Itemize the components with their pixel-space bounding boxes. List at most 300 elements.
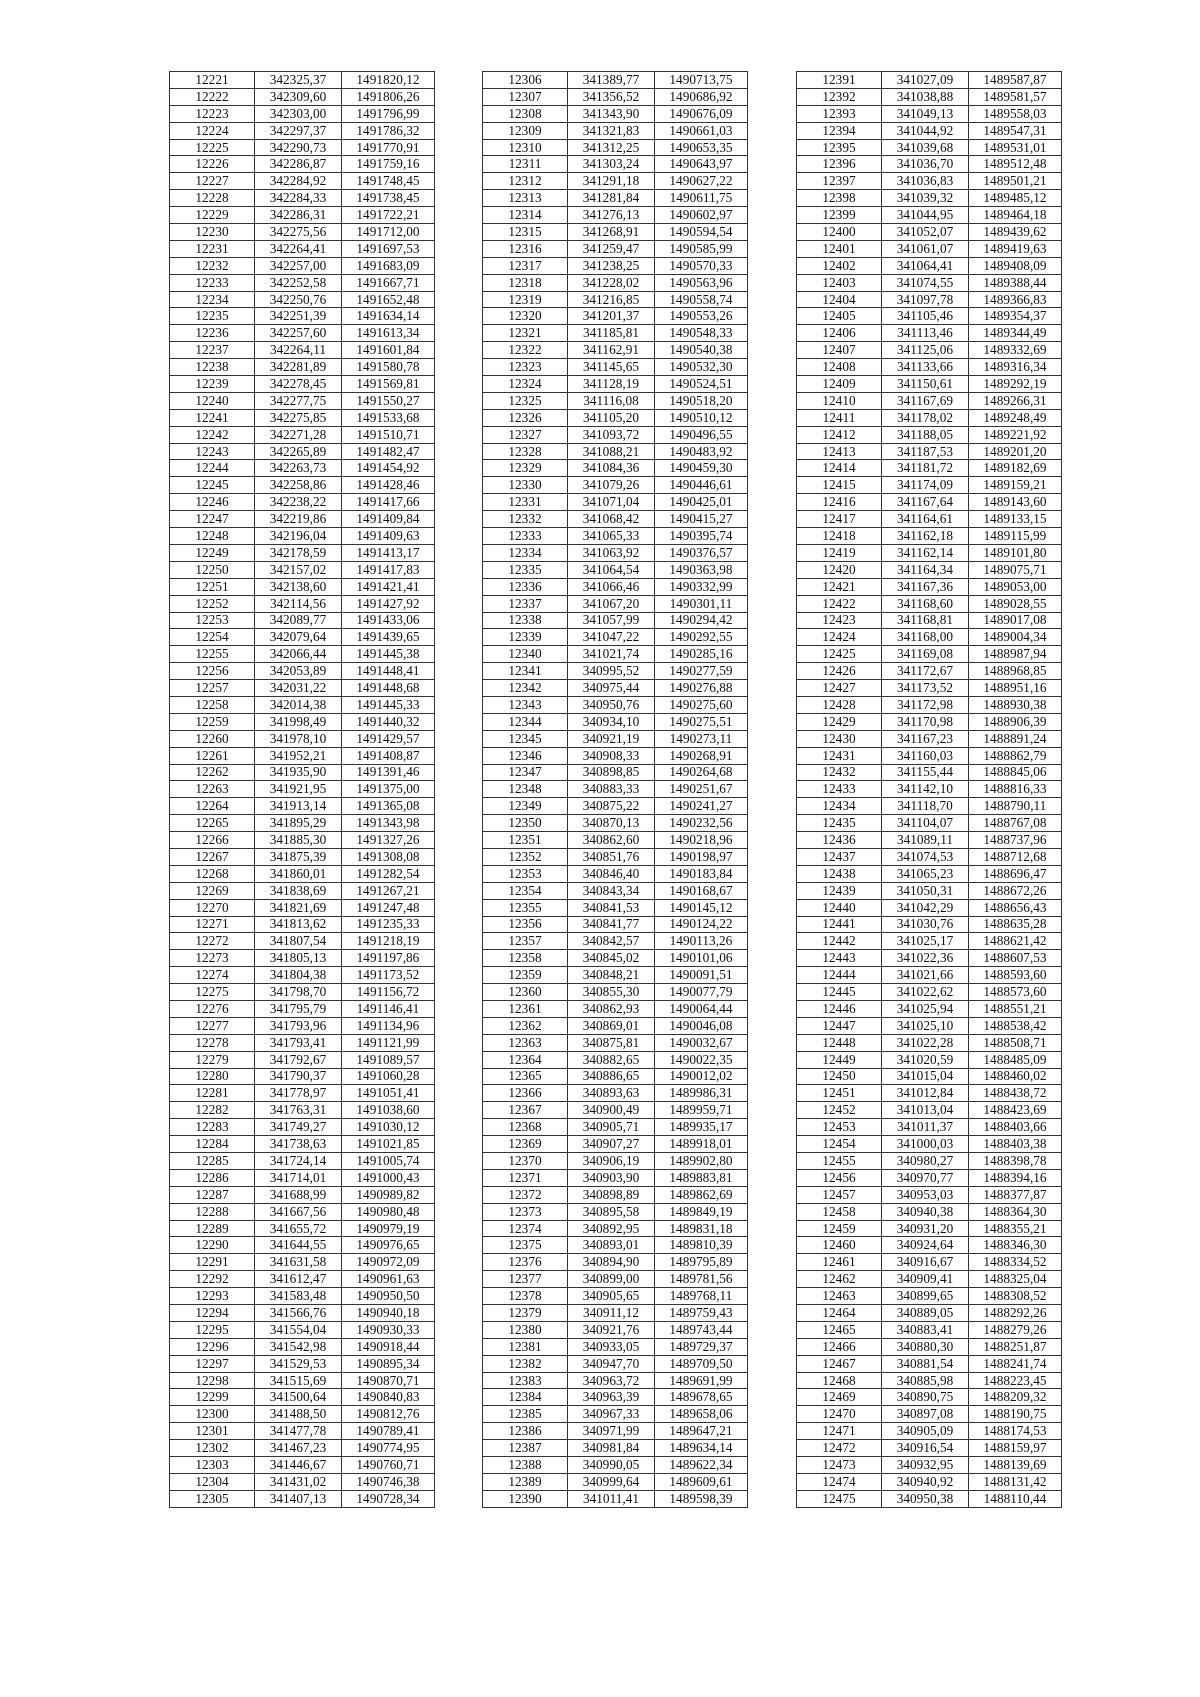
table-row [170, 1169, 435, 1186]
x-coordinate-cell: 341044,95 [882, 207, 969, 224]
point-number-cell: 12310 [483, 139, 568, 156]
table-row [170, 781, 435, 798]
y-coordinate-cell: 1491197,86 [342, 950, 435, 967]
x-coordinate-cell: 341268,91 [568, 224, 655, 241]
x-coordinate-cell: 341612,47 [255, 1271, 342, 1288]
table-row [483, 477, 748, 494]
x-coordinate-cell: 340869,01 [568, 1017, 655, 1034]
x-coordinate-cell: 341173,52 [882, 680, 969, 697]
point-number-cell: 12290 [170, 1237, 255, 1254]
table-row [170, 240, 435, 257]
y-coordinate-cell: 1489935,17 [655, 1119, 748, 1136]
point-number-cell: 12428 [797, 696, 882, 713]
point-number-cell: 12414 [797, 460, 882, 477]
point-number-cell: 12317 [483, 257, 568, 274]
table-row [483, 359, 748, 376]
table-row [170, 1406, 435, 1423]
x-coordinate-cell: 342281,89 [255, 359, 342, 376]
table-row [797, 1406, 1062, 1423]
point-number-cell: 12287 [170, 1186, 255, 1203]
x-coordinate-cell: 341036,70 [882, 156, 969, 173]
point-number-cell: 12367 [483, 1102, 568, 1119]
x-coordinate-cell: 341074,55 [882, 274, 969, 291]
point-number-cell: 12417 [797, 511, 882, 528]
y-coordinate-cell: 1491409,63 [342, 528, 435, 545]
y-coordinate-cell: 1488635,28 [969, 916, 1062, 933]
point-number-cell: 12358 [483, 950, 568, 967]
point-number-cell: 12372 [483, 1186, 568, 1203]
y-coordinate-cell: 1490241,27 [655, 798, 748, 815]
y-coordinate-cell: 1491051,41 [342, 1085, 435, 1102]
table-row [170, 528, 435, 545]
point-number-cell: 12259 [170, 713, 255, 730]
y-coordinate-cell: 1490077,79 [655, 984, 748, 1001]
point-number-cell: 12403 [797, 274, 882, 291]
x-coordinate-cell: 340889,05 [882, 1305, 969, 1322]
point-number-cell: 12395 [797, 139, 882, 156]
table-row [797, 1440, 1062, 1457]
point-number-cell: 12457 [797, 1186, 882, 1203]
point-number-cell: 12456 [797, 1169, 882, 1186]
table-row [483, 798, 748, 815]
x-coordinate-cell: 341050,31 [882, 882, 969, 899]
y-coordinate-cell: 1490425,01 [655, 494, 748, 511]
x-coordinate-cell: 341113,46 [882, 325, 969, 342]
table-row [483, 511, 748, 528]
point-number-cell: 12231 [170, 240, 255, 257]
point-number-cell: 12247 [170, 511, 255, 528]
point-number-cell: 12412 [797, 426, 882, 443]
y-coordinate-cell: 1488223,45 [969, 1372, 1062, 1389]
x-coordinate-cell: 341052,07 [882, 224, 969, 241]
table-row [170, 1423, 435, 1440]
y-coordinate-cell: 1489292,19 [969, 376, 1062, 393]
table-row [170, 1186, 435, 1203]
point-number-cell: 12263 [170, 781, 255, 798]
point-number-cell: 12282 [170, 1102, 255, 1119]
point-number-cell: 12466 [797, 1338, 882, 1355]
x-coordinate-cell: 342277,75 [255, 392, 342, 409]
table-row [797, 832, 1062, 849]
point-number-cell: 12460 [797, 1237, 882, 1254]
x-coordinate-cell: 340883,33 [568, 781, 655, 798]
point-number-cell: 12473 [797, 1457, 882, 1474]
point-number-cell: 12291 [170, 1254, 255, 1271]
x-coordinate-cell: 341013,04 [882, 1102, 969, 1119]
point-number-cell: 12407 [797, 342, 882, 359]
x-coordinate-cell: 341084,36 [568, 460, 655, 477]
table-row [170, 967, 435, 984]
y-coordinate-cell: 1489182,69 [969, 460, 1062, 477]
point-number-cell: 12357 [483, 933, 568, 950]
y-coordinate-cell: 1491021,85 [342, 1136, 435, 1153]
point-number-cell: 12351 [483, 832, 568, 849]
table-row [170, 1136, 435, 1153]
y-coordinate-cell: 1489366,83 [969, 291, 1062, 308]
x-coordinate-cell: 341807,54 [255, 933, 342, 950]
x-coordinate-cell: 341022,28 [882, 1034, 969, 1051]
y-coordinate-cell: 1490676,09 [655, 105, 748, 122]
table-row [483, 274, 748, 291]
table-row [170, 190, 435, 207]
point-number-cell: 12363 [483, 1034, 568, 1051]
x-coordinate-cell: 340931,20 [882, 1220, 969, 1237]
x-coordinate-cell: 340950,38 [882, 1490, 969, 1507]
table-row [170, 984, 435, 1001]
x-coordinate-cell: 340932,95 [882, 1457, 969, 1474]
point-number-cell: 12426 [797, 663, 882, 680]
point-number-cell: 12387 [483, 1440, 568, 1457]
point-number-cell: 12322 [483, 342, 568, 359]
table-row [797, 1288, 1062, 1305]
x-coordinate-cell: 341688,99 [255, 1186, 342, 1203]
table-row [170, 274, 435, 291]
point-number-cell: 12302 [170, 1440, 255, 1457]
table-row [797, 781, 1062, 798]
point-number-cell: 12305 [170, 1490, 255, 1507]
table-row [170, 747, 435, 764]
x-coordinate-cell: 340916,67 [882, 1254, 969, 1271]
coordinate-table-2 [482, 71, 748, 1508]
y-coordinate-cell: 1490540,38 [655, 342, 748, 359]
y-coordinate-cell: 1489729,37 [655, 1338, 748, 1355]
point-number-cell: 12380 [483, 1321, 568, 1338]
point-number-cell: 12390 [483, 1490, 568, 1507]
y-coordinate-cell: 1490553,26 [655, 308, 748, 325]
point-number-cell: 12227 [170, 173, 255, 190]
y-coordinate-cell: 1490091,51 [655, 967, 748, 984]
y-coordinate-cell: 1488767,08 [969, 815, 1062, 832]
x-coordinate-cell: 342303,00 [255, 105, 342, 122]
table-row [170, 308, 435, 325]
table-row [797, 105, 1062, 122]
point-number-cell: 12453 [797, 1119, 882, 1136]
table-row [797, 663, 1062, 680]
y-coordinate-cell: 1491634,14 [342, 308, 435, 325]
table-row [797, 544, 1062, 561]
point-number-cell: 12381 [483, 1338, 568, 1355]
x-coordinate-cell: 341093,72 [568, 426, 655, 443]
table-row [170, 832, 435, 849]
y-coordinate-cell: 1489408,09 [969, 257, 1062, 274]
x-coordinate-cell: 341150,61 [882, 376, 969, 393]
y-coordinate-cell: 1489622,34 [655, 1457, 748, 1474]
table-row [483, 1017, 748, 1034]
point-number-cell: 12301 [170, 1423, 255, 1440]
x-coordinate-cell: 342031,22 [255, 680, 342, 697]
y-coordinate-cell: 1488845,06 [969, 764, 1062, 781]
table-row [483, 1355, 748, 1372]
y-coordinate-cell: 1490218,96 [655, 832, 748, 849]
x-coordinate-cell: 342138,60 [255, 578, 342, 595]
point-number-cell: 12364 [483, 1051, 568, 1068]
table-row [797, 967, 1062, 984]
x-coordinate-cell: 340845,02 [568, 950, 655, 967]
y-coordinate-cell: 1490145,12 [655, 899, 748, 916]
table-row [483, 443, 748, 460]
table-row [170, 494, 435, 511]
y-coordinate-cell: 1491218,19 [342, 933, 435, 950]
point-number-cell: 12318 [483, 274, 568, 291]
point-number-cell: 12396 [797, 156, 882, 173]
table-row [797, 646, 1062, 663]
x-coordinate-cell: 341763,31 [255, 1102, 342, 1119]
table-row [797, 1490, 1062, 1507]
point-number-cell: 12235 [170, 308, 255, 325]
point-number-cell: 12405 [797, 308, 882, 325]
table-row [797, 359, 1062, 376]
point-number-cell: 12402 [797, 257, 882, 274]
x-coordinate-cell: 341167,23 [882, 730, 969, 747]
table-row [170, 950, 435, 967]
y-coordinate-cell: 1490113,26 [655, 933, 748, 950]
table-row [170, 426, 435, 443]
table-row [797, 376, 1062, 393]
y-coordinate-cell: 1488712,68 [969, 848, 1062, 865]
x-coordinate-cell: 340908,33 [568, 747, 655, 764]
y-coordinate-cell: 1491697,53 [342, 240, 435, 257]
table-row [797, 224, 1062, 241]
point-number-cell: 12459 [797, 1220, 882, 1237]
point-number-cell: 12268 [170, 865, 255, 882]
y-coordinate-cell: 1490483,92 [655, 443, 748, 460]
table-row [797, 409, 1062, 426]
x-coordinate-cell: 341155,44 [882, 764, 969, 781]
point-number-cell: 12325 [483, 392, 568, 409]
point-number-cell: 12329 [483, 460, 568, 477]
x-coordinate-cell: 340894,90 [568, 1254, 655, 1271]
table-row [483, 561, 748, 578]
point-number-cell: 12419 [797, 544, 882, 561]
point-number-cell: 12468 [797, 1372, 882, 1389]
table-row [170, 1490, 435, 1507]
x-coordinate-cell: 342258,86 [255, 477, 342, 494]
x-coordinate-cell: 342053,89 [255, 663, 342, 680]
table-row [170, 1000, 435, 1017]
y-coordinate-cell: 1490292,55 [655, 629, 748, 646]
y-coordinate-cell: 1491652,48 [342, 291, 435, 308]
table-row [797, 595, 1062, 612]
table-row [797, 494, 1062, 511]
table-row [170, 325, 435, 342]
point-number-cell: 12285 [170, 1153, 255, 1170]
y-coordinate-cell: 1489609,61 [655, 1473, 748, 1490]
y-coordinate-cell: 1489512,48 [969, 156, 1062, 173]
x-coordinate-cell: 342290,73 [255, 139, 342, 156]
point-number-cell: 12278 [170, 1034, 255, 1051]
y-coordinate-cell: 1488251,87 [969, 1338, 1062, 1355]
y-coordinate-cell: 1488190,75 [969, 1406, 1062, 1423]
point-number-cell: 12385 [483, 1406, 568, 1423]
point-number-cell: 12341 [483, 663, 568, 680]
x-coordinate-cell: 340875,81 [568, 1034, 655, 1051]
point-number-cell: 12362 [483, 1017, 568, 1034]
y-coordinate-cell: 1489344,49 [969, 325, 1062, 342]
table-row [483, 460, 748, 477]
table-row [797, 1372, 1062, 1389]
table-row [797, 1321, 1062, 1338]
y-coordinate-cell: 1489531,01 [969, 139, 1062, 156]
point-number-cell: 12275 [170, 984, 255, 1001]
x-coordinate-cell: 340892,95 [568, 1220, 655, 1237]
y-coordinate-cell: 1490570,33 [655, 257, 748, 274]
y-coordinate-cell: 1489075,71 [969, 561, 1062, 578]
y-coordinate-cell: 1490275,51 [655, 713, 748, 730]
table-row [797, 1034, 1062, 1051]
table-row [170, 612, 435, 629]
point-number-cell: 12257 [170, 680, 255, 697]
x-coordinate-cell: 340841,77 [568, 916, 655, 933]
point-number-cell: 12452 [797, 1102, 882, 1119]
y-coordinate-cell: 1489201,20 [969, 443, 1062, 460]
x-coordinate-cell: 342252,58 [255, 274, 342, 291]
table-row [170, 561, 435, 578]
point-number-cell: 12422 [797, 595, 882, 612]
y-coordinate-cell: 1489795,89 [655, 1254, 748, 1271]
y-coordinate-cell: 1489332,69 [969, 342, 1062, 359]
point-number-cell: 12321 [483, 325, 568, 342]
point-number-cell: 12471 [797, 1423, 882, 1440]
table-row [170, 1237, 435, 1254]
point-number-cell: 12272 [170, 933, 255, 950]
x-coordinate-cell: 341027,09 [882, 72, 969, 89]
table-row [483, 1372, 748, 1389]
point-number-cell: 12461 [797, 1254, 882, 1271]
y-coordinate-cell: 1491030,12 [342, 1119, 435, 1136]
point-number-cell: 12354 [483, 882, 568, 899]
y-coordinate-cell: 1490980,48 [342, 1203, 435, 1220]
point-number-cell: 12297 [170, 1355, 255, 1372]
y-coordinate-cell: 1489017,08 [969, 612, 1062, 629]
y-coordinate-cell: 1489831,18 [655, 1220, 748, 1237]
table-row [483, 1153, 748, 1170]
x-coordinate-cell: 340970,77 [882, 1169, 969, 1186]
x-coordinate-cell: 341011,37 [882, 1119, 969, 1136]
x-coordinate-cell: 340893,63 [568, 1085, 655, 1102]
y-coordinate-cell: 1488394,16 [969, 1169, 1062, 1186]
table-row [170, 696, 435, 713]
table-row [797, 511, 1062, 528]
table-row [797, 257, 1062, 274]
y-coordinate-cell: 1488403,38 [969, 1136, 1062, 1153]
x-coordinate-cell: 340980,27 [882, 1153, 969, 1170]
point-number-cell: 12388 [483, 1457, 568, 1474]
y-coordinate-cell: 1490251,67 [655, 781, 748, 798]
point-number-cell: 12474 [797, 1473, 882, 1490]
x-coordinate-cell: 340947,70 [568, 1355, 655, 1372]
table-row [797, 629, 1062, 646]
x-coordinate-cell: 340848,21 [568, 967, 655, 984]
y-coordinate-cell: 1491439,65 [342, 629, 435, 646]
table-row [170, 477, 435, 494]
x-coordinate-cell: 341804,38 [255, 967, 342, 984]
point-number-cell: 12343 [483, 696, 568, 713]
point-number-cell: 12352 [483, 848, 568, 865]
point-number-cell: 12384 [483, 1389, 568, 1406]
y-coordinate-cell: 1490812,76 [342, 1406, 435, 1423]
x-coordinate-cell: 340953,03 [882, 1186, 969, 1203]
x-coordinate-cell: 341407,13 [255, 1490, 342, 1507]
table-row [797, 916, 1062, 933]
point-number-cell: 12328 [483, 443, 568, 460]
table-row [170, 680, 435, 697]
x-coordinate-cell: 341021,74 [568, 646, 655, 663]
x-coordinate-cell: 341583,48 [255, 1288, 342, 1305]
y-coordinate-cell: 1490627,22 [655, 173, 748, 190]
point-number-cell: 12244 [170, 460, 255, 477]
table-row [483, 1220, 748, 1237]
y-coordinate-cell: 1490198,97 [655, 848, 748, 865]
table-row [797, 1102, 1062, 1119]
y-coordinate-cell: 1488930,38 [969, 696, 1062, 713]
x-coordinate-cell: 341168,60 [882, 595, 969, 612]
point-number-cell: 12408 [797, 359, 882, 376]
x-coordinate-cell: 341291,18 [568, 173, 655, 190]
x-coordinate-cell: 342251,39 [255, 308, 342, 325]
x-coordinate-cell: 340883,41 [882, 1321, 969, 1338]
x-coordinate-cell: 341515,69 [255, 1372, 342, 1389]
y-coordinate-cell: 1490183,84 [655, 865, 748, 882]
point-number-cell: 12229 [170, 207, 255, 224]
table-row [170, 342, 435, 359]
y-coordinate-cell: 1490294,42 [655, 612, 748, 629]
point-number-cell: 12442 [797, 933, 882, 950]
table-row [797, 1051, 1062, 1068]
point-number-cell: 12342 [483, 680, 568, 697]
table-row [170, 1102, 435, 1119]
table-row [797, 578, 1062, 595]
y-coordinate-cell: 1488621,42 [969, 933, 1062, 950]
x-coordinate-cell: 341049,13 [882, 105, 969, 122]
x-coordinate-cell: 341714,01 [255, 1169, 342, 1186]
table-row [483, 1102, 748, 1119]
point-number-cell: 12277 [170, 1017, 255, 1034]
table-row [170, 122, 435, 139]
x-coordinate-cell: 340881,54 [882, 1355, 969, 1372]
x-coordinate-cell: 342264,11 [255, 342, 342, 359]
x-coordinate-cell: 340990,05 [568, 1457, 655, 1474]
point-number-cell: 12365 [483, 1068, 568, 1085]
x-coordinate-cell: 342325,37 [255, 72, 342, 89]
point-number-cell: 12455 [797, 1153, 882, 1170]
x-coordinate-cell: 341793,41 [255, 1034, 342, 1051]
point-number-cell: 12443 [797, 950, 882, 967]
x-coordinate-cell: 342297,37 [255, 122, 342, 139]
table-row [483, 696, 748, 713]
x-coordinate-cell: 341389,77 [568, 72, 655, 89]
x-coordinate-cell: 341104,07 [882, 815, 969, 832]
x-coordinate-cell: 340933,05 [568, 1338, 655, 1355]
table-row [797, 798, 1062, 815]
table-row [483, 72, 748, 89]
table-row [170, 1068, 435, 1085]
y-coordinate-cell: 1491569,81 [342, 376, 435, 393]
point-number-cell: 12368 [483, 1119, 568, 1136]
point-number-cell: 12431 [797, 747, 882, 764]
x-coordinate-cell: 340882,65 [568, 1051, 655, 1068]
y-coordinate-cell: 1491409,84 [342, 511, 435, 528]
point-number-cell: 12447 [797, 1017, 882, 1034]
y-coordinate-cell: 1490940,18 [342, 1305, 435, 1322]
table-row [483, 899, 748, 916]
point-number-cell: 12283 [170, 1119, 255, 1136]
point-number-cell: 12424 [797, 629, 882, 646]
x-coordinate-cell: 342275,85 [255, 409, 342, 426]
x-coordinate-cell: 340842,57 [568, 933, 655, 950]
x-coordinate-cell: 341724,14 [255, 1153, 342, 1170]
point-number-cell: 12416 [797, 494, 882, 511]
point-number-cell: 12472 [797, 1440, 882, 1457]
